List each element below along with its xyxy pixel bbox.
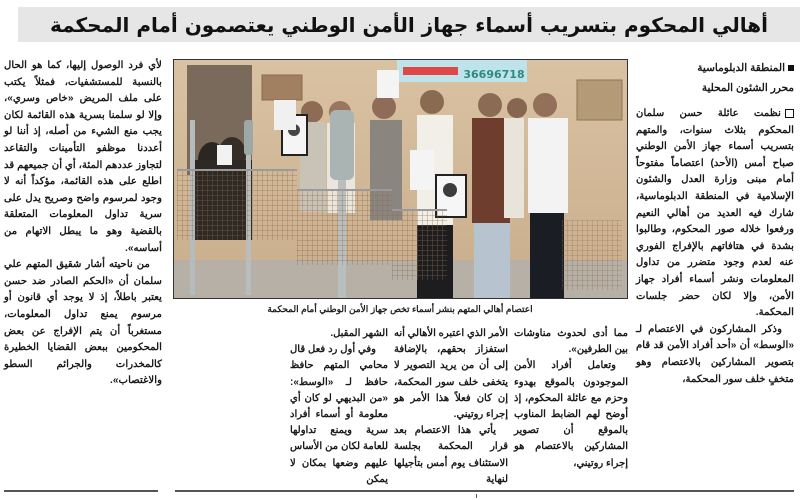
article-column-left [4, 58, 162, 390]
sign-number: 36696718 [463, 68, 525, 81]
article-subcolumn [514, 326, 628, 472]
paragraph: مما أدى لحدوث مناوشات بين الطرفين». [514, 328, 628, 356]
paragraph: لأي فرد الوصول إليها، كما هو الحال بالنسبة للمستشفيات، فمثلاً يكتب على ملف المريض «خاص وسري»، وإلا لو سلمنا بسرية هذه القائمة لكان يجب منع الشيء من أصله، إذ أننا لو أعددنا موظفو التأمينات والتقاعد لتجاوز عددهم المئة، أي أن جميعهم قد اطلع على هذه القائمة، مؤكداً أنه لا وجود لمرسوم واضح وصريح يدل على سرية تداول المعلومات المتعلقة بالقضية وهو ما يبطل الاتهام من أساسه». [4, 60, 162, 254]
paragraph: نظمت عائلة حسن سلمان المحكوم بثلاث سنوات، والمتهم بتسريب أسماء جهاز الأمن الوطني صباح أمس (الأحد) اعتصاماً مفتوحاً أمام مبنى وزارة العدل والشئون الإسلامية في المنطقة الدبلوماسية، شارك فيه العديد من أهالي النعيم ورفعوا خلاله صور المحكوم، وطالبوا بشدة في هتافاتهم بالإفراج الفوري عنه لعدم وجود متضرر من تداول المعلومات ونشر أسماء أفراد جهاز الأمن، وإلا لكان حضر جلسات المحكمة. [636, 108, 794, 319]
paragraph: من ناحيته أشار شقيق المتهم علي سلمان أن «الحكم الصادر ضد حسن يعتبر باطلاً، إذ لا يوجد أي قانون أو مرسوم يمنع تداول المعلومات، مستغرباً أن يتم الإفراج عن بعض المحكومين ببعض القضايا الخطيرة كالمخدرات والجرائم السطو والاغتصاب». [4, 259, 162, 387]
sign-red-strip [403, 67, 458, 75]
byline: محرر الشئون المحلية [701, 82, 794, 94]
headline: أهالي المحكوم بتسريب أسماء جهاز الأمن الوطني يعتصمون أمام المحكمة [50, 12, 768, 37]
article-subcolumn [394, 326, 508, 488]
article-column-right [636, 58, 794, 388]
paragraph: يأتي هذا الاعتصام بعد قرار المحكمة بجلسة الاستئناف يوم أمس بتأجيلها لنهاية [394, 425, 508, 485]
window [262, 75, 302, 100]
paragraph: وتعامل أفراد الأمن الموجودون بالموقع بهدوء وحزم مع عائلة المحكوم، إذ أوضح لهم الضابط المناوب بالموقع أن تصوير المشاركين بالاعتصام هو إجراء روتيني، [514, 360, 628, 469]
article-subcolumn [290, 326, 388, 488]
photo-caption: اعتصام أهالي المتهم بنشر أسماء تخص جهاز الأمن الوطني أمام المحكمة [267, 304, 533, 314]
paragraph: وفي أول رد فعل قال محامي المتهم حافظ حافظ لـ «الوسط»: «من البديهي لو كان أي معلومة أو أسماء أفراد سرية ويمنع تداولها للعامة لكان من الأساس عليهم وضعها بمكان لا يمكن [290, 344, 388, 485]
paragraph: الأمر الذي اعتبره الأهالي أنه استفزاز بحقهم، بالإضافة إلى أن من يريد التصوير لا يتخفى خلف سور المحكمة، إن كان فعلاً هذا الأمر هو إجراء روتيني. [393, 328, 508, 421]
protest-photo-illustration [173, 60, 627, 299]
page-tick-mark [476, 494, 477, 498]
headline-bar [18, 7, 800, 42]
paragraph: وذكر المشاركون في الاعتصام لـ «الوسط» أن «أحد أفراد الأمن قد قام بتصوير المشاركين بالاعتصام وهو متخفٍ خلف سور المحكمة، [636, 323, 794, 385]
bullet-square-icon [788, 65, 794, 71]
window [577, 80, 622, 120]
paragraph: الشهر المقبل. [330, 328, 388, 339]
protest-photo [173, 59, 628, 299]
dateline: المنطقة الدبلوماسية [636, 58, 794, 78]
open-square-icon [785, 109, 794, 118]
column-divider-rule [175, 490, 794, 492]
column-divider-rule [4, 490, 158, 492]
